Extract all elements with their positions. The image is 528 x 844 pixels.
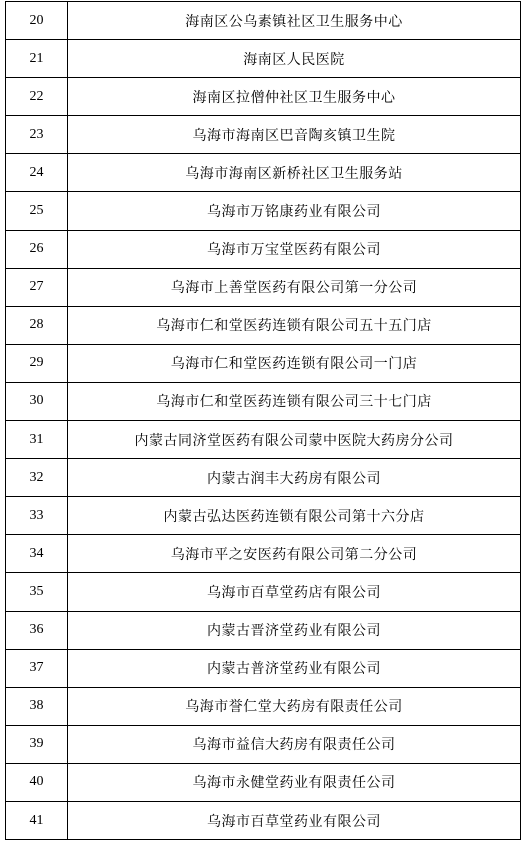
institution-name: 乌海市万宝堂医药有限公司: [68, 230, 521, 268]
row-number: 41: [6, 801, 68, 839]
institution-name: 乌海市上善堂医药有限公司第一分公司: [68, 268, 521, 306]
table-row: [6, 40, 521, 78]
institution-name: 内蒙古润丰大药房有限公司: [68, 459, 521, 497]
row-number: 28: [6, 306, 68, 344]
institution-name: 内蒙古普济堂药业有限公司: [68, 649, 521, 687]
row-number: 24: [6, 154, 68, 192]
table-row: [6, 116, 521, 154]
table-row: [6, 649, 521, 687]
table-row: [6, 382, 521, 420]
table-row: [6, 192, 521, 230]
row-number: 31: [6, 421, 68, 459]
table-row: [6, 763, 521, 801]
table-row: [6, 344, 521, 382]
institution-name: 乌海市誉仁堂大药房有限责任公司: [68, 687, 521, 725]
table-row: [6, 801, 521, 839]
institution-name: 乌海市仁和堂医药连锁有限公司三十七门店: [68, 382, 521, 420]
row-number: 25: [6, 192, 68, 230]
row-number: 20: [6, 2, 68, 40]
table-row: [6, 154, 521, 192]
institution-name: 乌海市永健堂药业有限责任公司: [68, 763, 521, 801]
table-row: [6, 459, 521, 497]
row-number: 37: [6, 649, 68, 687]
table-row: [6, 725, 521, 763]
row-number: 21: [6, 40, 68, 78]
table-row: [6, 421, 521, 459]
institution-name: 海南区公乌素镇社区卫生服务中心: [68, 2, 521, 40]
row-number: 33: [6, 497, 68, 535]
table-row: [6, 573, 521, 611]
institution-name: 乌海市仁和堂医药连锁有限公司五十五门店: [68, 306, 521, 344]
institution-name: 乌海市百草堂药业有限公司: [68, 801, 521, 839]
table-row: [6, 78, 521, 116]
institution-list-table: [5, 1, 521, 840]
row-number: 29: [6, 344, 68, 382]
row-number: 35: [6, 573, 68, 611]
institution-name: 内蒙古弘达医药连锁有限公司第十六分店: [68, 497, 521, 535]
table-row: [6, 306, 521, 344]
institution-name: 乌海市万铭康药业有限公司: [68, 192, 521, 230]
institution-name: 内蒙古晋济堂药业有限公司: [68, 611, 521, 649]
table-row: [6, 687, 521, 725]
table-row: [6, 611, 521, 649]
row-number: 34: [6, 535, 68, 573]
institution-name: 海南区人民医院: [68, 40, 521, 78]
institution-name: 乌海市百草堂药店有限公司: [68, 573, 521, 611]
institution-name: 海南区拉僧仲社区卫生服务中心: [68, 78, 521, 116]
table-row: [6, 535, 521, 573]
row-number: 40: [6, 763, 68, 801]
table-row: [6, 497, 521, 535]
row-number: 32: [6, 459, 68, 497]
table-row: [6, 268, 521, 306]
institution-name: 乌海市益信大药房有限责任公司: [68, 725, 521, 763]
institution-name: 乌海市仁和堂医药连锁有限公司一门店: [68, 344, 521, 382]
row-number: 27: [6, 268, 68, 306]
row-number: 30: [6, 382, 68, 420]
table-body: [6, 2, 521, 840]
institution-name: 内蒙古同济堂医药有限公司蒙中医院大药房分公司: [68, 421, 521, 459]
institution-name: 乌海市海南区新桥社区卫生服务站: [68, 154, 521, 192]
row-number: 39: [6, 725, 68, 763]
row-number: 36: [6, 611, 68, 649]
row-number: 22: [6, 78, 68, 116]
institution-name: 乌海市平之安医药有限公司第二分公司: [68, 535, 521, 573]
row-number: 23: [6, 116, 68, 154]
table-row: [6, 2, 521, 40]
row-number: 38: [6, 687, 68, 725]
institution-name: 乌海市海南区巴音陶亥镇卫生院: [68, 116, 521, 154]
row-number: 26: [6, 230, 68, 268]
table-row: [6, 230, 521, 268]
